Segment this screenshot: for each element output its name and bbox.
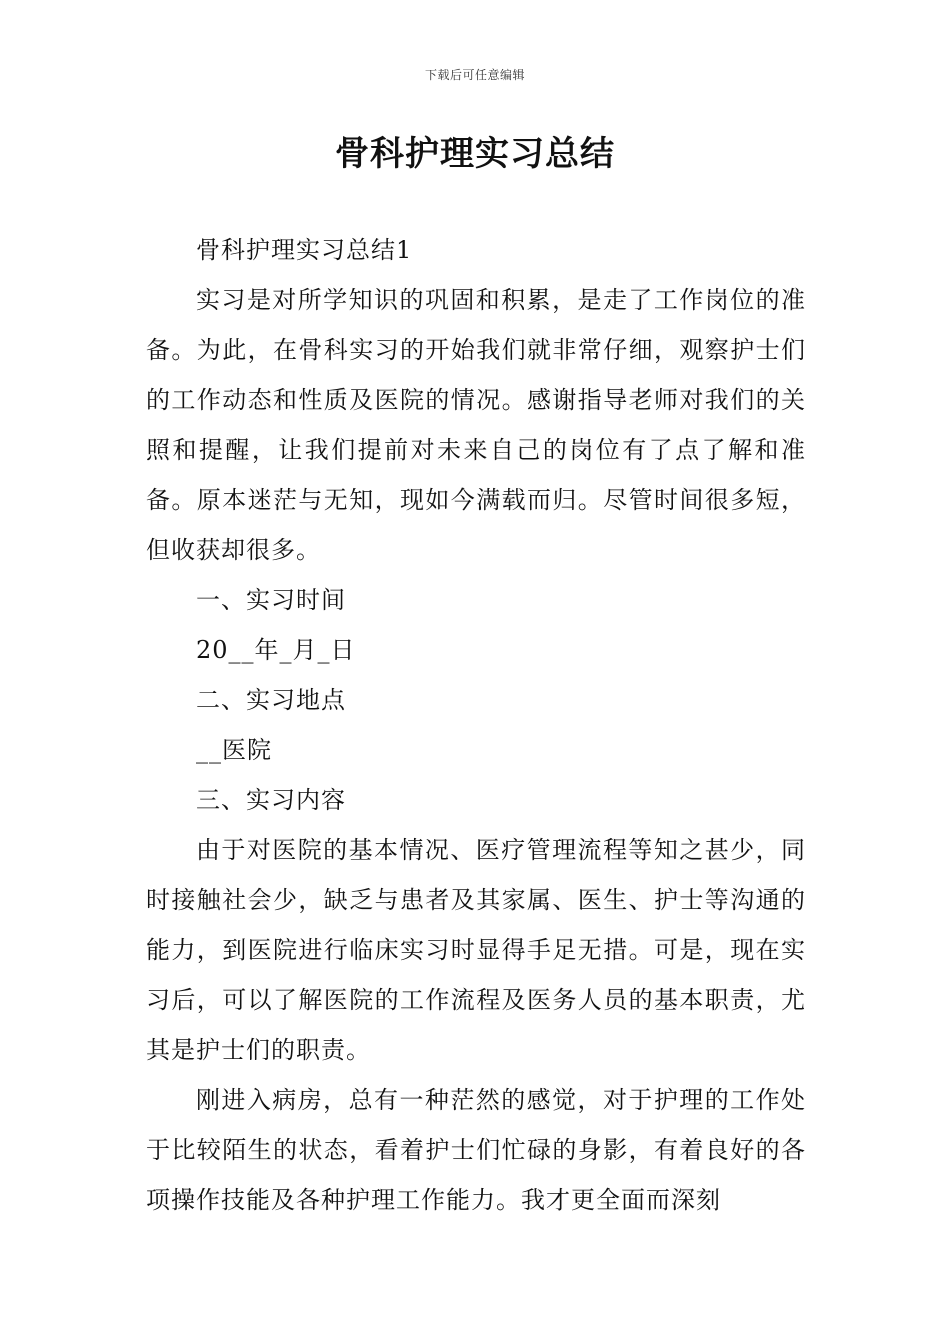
document-body xyxy=(146,225,806,1225)
section-heading: 三、实习内容 xyxy=(196,786,346,814)
body-paragraph: 20__年_月_日 xyxy=(196,636,356,664)
section-heading: 二、实习地点 xyxy=(196,686,346,714)
section-heading: 一、实习时间 xyxy=(196,586,346,614)
document-title: 骨科护理实习总结 xyxy=(335,134,615,174)
body-paragraph: 刚进入病房，总有一种茫然的感觉，对于护理的工作处于比较陌生的状态，看着护士们忙碌的身影，有着良好的各项操作技能及各种护理工作能力。我才更全面而深刻 xyxy=(146,1086,806,1214)
body-paragraph: 实习是对所学知识的巩固和积累，是走了工作岗位的准备。为此，在骨科实习的开始我们就非常仔细，观察护士们的工作动态和性质及医院的情况。感谢指导老师对我们的关照和提醒，让我们提前对未来自己的岗位有了点了解和准备。原本迷茫与无知，现如今满载而归。尽管时间很多短，但收获却很多。 xyxy=(146,286,806,564)
header-note: 下载后可任意编辑 xyxy=(424,68,525,82)
body-paragraph: __医院 xyxy=(196,736,272,764)
section-heading: 骨科护理实习总结1 xyxy=(196,236,413,264)
body-paragraph: 由于对医院的基本情况、医疗管理流程等知之甚少，同时接触社会少，缺乏与患者及其家属、医生、护士等沟通的能力，到医院进行临床实习时显得手足无措。可是，现在实习后，可以了解医院的工作流程及医务人员的基本职责，尤其是护士们的职责。 xyxy=(146,836,806,1064)
